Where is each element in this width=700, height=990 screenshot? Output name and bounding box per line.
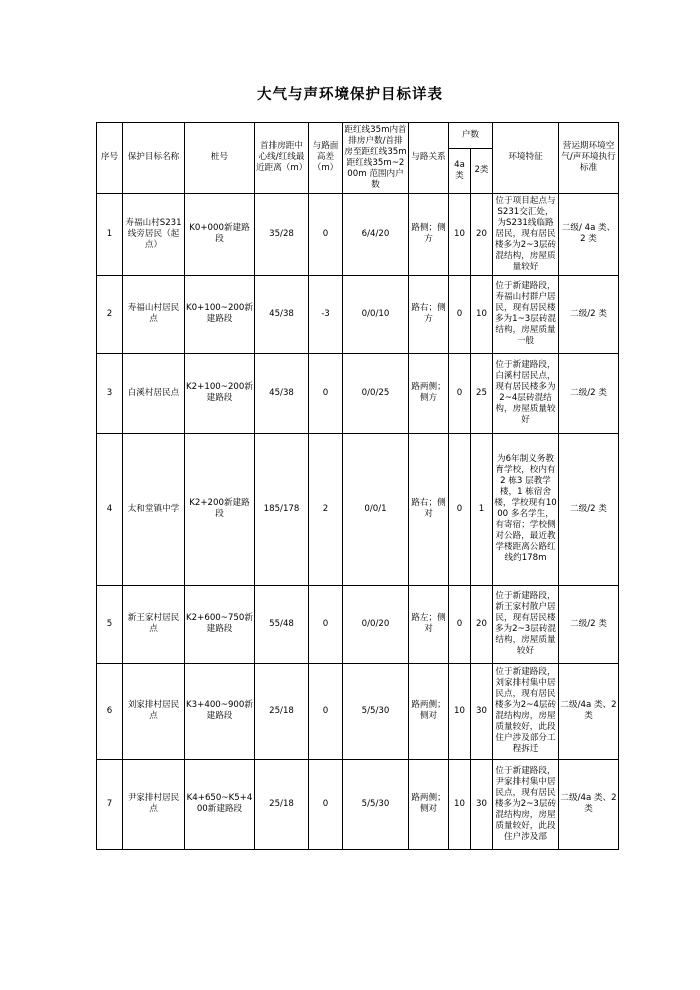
cell-2: 1 [471, 433, 493, 585]
table-row [97, 759, 619, 849]
cell-distance: 35/28 [255, 193, 309, 275]
cell-4a: 0 [449, 353, 471, 433]
cell-distance: 55/48 [255, 585, 309, 663]
cell-relation: 路两侧；侧对 [409, 663, 449, 759]
cell-feature: 为6年制义务教育学校，校内有2 栋3 层教学楼，1 栋宿舍楼，学校现有1000 多名学生，有寄宿；学校侧对公路，最近教学楼距离公路红线约178m [493, 433, 559, 585]
cell-4a: 0 [449, 585, 471, 663]
cell-name: 寿福山村S231 线旁居民（起点） [123, 193, 185, 275]
cell-name: 尹家排村居民点 [123, 759, 185, 849]
cell-pile: K0+100~200新建路段 [185, 275, 255, 353]
cell-standard: 二级/2 类 [559, 433, 619, 585]
cell-2: 10 [471, 275, 493, 353]
cell-feature: 位于新建路段，白溪村居民点，现有居民楼多为2~4层砖混结构，房屋质量较好 [493, 353, 559, 433]
cell-standard: 二级/ 4a 类、2 类 [559, 193, 619, 275]
header-standard: 营运期环境空气/声环境执行标准 [559, 122, 619, 193]
cell-standard: 二级/2 类 [559, 585, 619, 663]
header-height: 与路面高差（m） [309, 122, 343, 193]
page-title: 大气与声环境保护目标详表 [257, 87, 443, 103]
table-row [97, 275, 619, 353]
cell-name: 新王家村居民点 [123, 585, 185, 663]
cell-relation: 路右；侧对 [409, 433, 449, 585]
cell-distance: 25/18 [255, 663, 309, 759]
cell-distance: 45/38 [255, 275, 309, 353]
cell-name: 刘家排村居民点 [123, 663, 185, 759]
cell-relation: 路两侧；侧对 [409, 759, 449, 849]
cell-rows: 0/0/20 [343, 585, 409, 663]
cell-height: 2 [309, 433, 343, 585]
cell-feature: 位于新建路段，尹家排村集中居民点，现有居民楼多为2~3层砖混结构房，房屋质量较好，此段住户涉及部 [493, 759, 559, 849]
cell-name: 寿福山村居民点 [123, 275, 185, 353]
header-name: 保护目标名称 [123, 122, 185, 193]
cell-height: 0 [309, 193, 343, 275]
cell-4a: 10 [449, 193, 471, 275]
cell-name: 太和堂镇中学 [123, 433, 185, 585]
cell-seq: 6 [97, 663, 123, 759]
cell-feature: 位于新建路段，新王家村散户居民，现有居民楼多为2~3层砖混结构，房屋质量较好 [493, 585, 559, 663]
cell-distance: 45/38 [255, 353, 309, 433]
cell-pile: K2+600~750新建路段 [185, 585, 255, 663]
environment-protection-targets-table [96, 122, 619, 850]
cell-standard: 二级/4a 类、2 类 [559, 759, 619, 849]
cell-standard: 二级/2 类 [559, 275, 619, 353]
cell-feature: 位于新建路段，刘家排村集中居民点，现有居民楼多为2~4层砖混结构房，房屋质量较好，此段住户涉及部分工程拆迁 [493, 663, 559, 759]
cell-rows: 0/0/25 [343, 353, 409, 433]
cell-height: 0 [309, 759, 343, 849]
header-rows: 距红线35m内首排房户数/首排房至距红线35m距红线35m~200m 范围内户数 [343, 122, 409, 193]
cell-name: 白溪村居民点 [123, 353, 185, 433]
cell-height: 0 [309, 353, 343, 433]
table-container [96, 122, 617, 850]
cell-4a: 10 [449, 759, 471, 849]
cell-distance: 25/18 [255, 759, 309, 849]
cell-4a: 0 [449, 275, 471, 353]
cell-relation: 路右；侧方 [409, 275, 449, 353]
table-row [97, 193, 619, 275]
cell-2: 30 [471, 663, 493, 759]
cell-seq: 1 [97, 193, 123, 275]
cell-feature: 位于项目起点与S231交汇处，为S231线临路居民，现有居民楼多为2~3层砖混结构，房屋质量较好 [493, 193, 559, 275]
header-relation: 与路关系 [409, 122, 449, 193]
cell-rows: 5/5/30 [343, 759, 409, 849]
cell-standard: 二级/4a 类、2 类 [559, 663, 619, 759]
header-households: 户数 [449, 122, 493, 148]
header-2-class: 2类 [471, 148, 493, 193]
header-distance: 首排房距中心线/红线最近距离（m） [255, 122, 309, 193]
header-feature: 环境特征 [493, 122, 559, 193]
cell-relation: 路两侧；侧方 [409, 353, 449, 433]
cell-seq: 3 [97, 353, 123, 433]
cell-height: -3 [309, 275, 343, 353]
cell-4a: 0 [449, 433, 471, 585]
cell-pile: K0+000新建路段 [185, 193, 255, 275]
header-4a-class: 4a类 [449, 148, 471, 193]
cell-2: 20 [471, 585, 493, 663]
cell-standard: 二级/2 类 [559, 353, 619, 433]
cell-4a: 10 [449, 663, 471, 759]
table-row [97, 585, 619, 663]
cell-height: 0 [309, 585, 343, 663]
table-header-row [97, 122, 619, 148]
table-row [97, 353, 619, 433]
cell-pile: K3+400~900新建路段 [185, 663, 255, 759]
cell-seq: 5 [97, 585, 123, 663]
cell-relation: 路侧；侧方 [409, 193, 449, 275]
cell-height: 0 [309, 663, 343, 759]
cell-rows: 5/5/30 [343, 663, 409, 759]
cell-distance: 185/178 [255, 433, 309, 585]
cell-rows: 0/0/1 [343, 433, 409, 585]
cell-pile: K4+650~K5+400新建路段 [185, 759, 255, 849]
header-pile: 桩号 [185, 122, 255, 193]
cell-seq: 4 [97, 433, 123, 585]
cell-rows: 0/0/10 [343, 275, 409, 353]
cell-seq: 7 [97, 759, 123, 849]
cell-pile: K2+100~200新建路段 [185, 353, 255, 433]
table-row [97, 663, 619, 759]
cell-2: 20 [471, 193, 493, 275]
table-row [97, 433, 619, 585]
cell-rows: 6/4/20 [343, 193, 409, 275]
cell-2: 30 [471, 759, 493, 849]
cell-2: 25 [471, 353, 493, 433]
cell-feature: 位于新建路段，寿福山村群户居民，现有居民楼多为1~3层砖混结构，房屋质量一般 [493, 275, 559, 353]
cell-pile: K2+200新建路段 [185, 433, 255, 585]
cell-relation: 路左；侧对 [409, 585, 449, 663]
header-seq: 序号 [97, 122, 123, 193]
cell-seq: 2 [97, 275, 123, 353]
